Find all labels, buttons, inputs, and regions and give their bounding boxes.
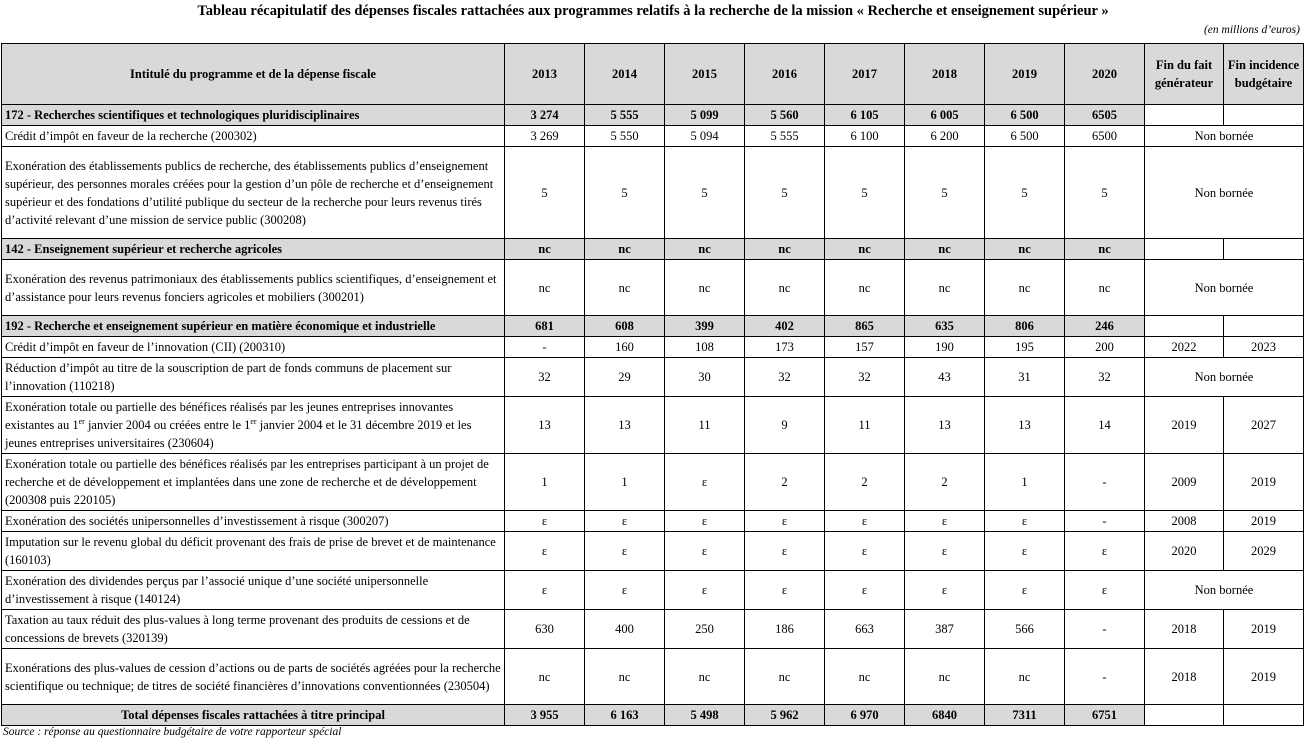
cell-2018: 2	[905, 454, 985, 511]
cell-2020: -	[1065, 454, 1145, 511]
cell-2013: ε	[505, 571, 585, 610]
cell-fin-merged: Non bornée	[1145, 126, 1304, 147]
cell-2020: nc	[1065, 260, 1145, 316]
cell-fin-merged: Non bornée	[1145, 571, 1304, 610]
cell-2013: 3 955	[505, 705, 585, 726]
cell-2018: 387	[905, 610, 985, 649]
row-label: Exonération des dividendes perçus par l’associé unique d’une société unipersonnelle d’investissement à risque (140124)	[2, 571, 505, 610]
cell-2013: nc	[505, 649, 585, 705]
cell-2013: 5	[505, 147, 585, 239]
row-label: Imputation sur le revenu global du déficit provenant des frais de prise de brevet et de maintenance (160103)	[2, 532, 505, 571]
cell-2017: ε	[825, 511, 905, 532]
cell-2016: 9	[745, 397, 825, 454]
cell-2013: nc	[505, 239, 585, 260]
cell-2016: 5 560	[745, 105, 825, 126]
cell-2016: 186	[745, 610, 825, 649]
cell-fin-fait: 2022	[1145, 337, 1224, 358]
cell-2014: 13	[585, 397, 665, 454]
cell-2017: nc	[825, 649, 905, 705]
cell-2016: ε	[745, 571, 825, 610]
table-row	[2, 511, 1304, 532]
cell-fin-fait	[1145, 239, 1224, 260]
unit-note: (en millions d’euros)	[1203, 24, 1300, 36]
cell-2015: 5 094	[665, 126, 745, 147]
cell-2015: ε	[665, 571, 745, 610]
cell-2015: 5	[665, 147, 745, 239]
cell-2018: nc	[905, 260, 985, 316]
cell-2016: ε	[745, 532, 825, 571]
cell-2020: 200	[1065, 337, 1145, 358]
cell-fin-incidence: 2019	[1224, 610, 1304, 649]
row-label: Taxation au taux réduit des plus-values à long terme provenant des produits de cessions et de concessions de brevets (320139)	[2, 610, 505, 649]
row-label: Crédit d’impôt en faveur de l’innovation (CII) (200310)	[2, 337, 505, 358]
cell-2016: ε	[745, 511, 825, 532]
header-year-2020: 2020	[1065, 44, 1145, 105]
row-label: Exonérations des plus-values de cession d’actions ou de parts de sociétés agréées pour la recherche scientifique ou technique; de titres de société financières d’innovations conventionnées (230504)	[2, 649, 505, 705]
superscript-er: er	[78, 416, 85, 426]
cell-2013: ε	[505, 532, 585, 571]
cell-fin-fait	[1145, 105, 1224, 126]
cell-2019: 195	[985, 337, 1065, 358]
header-fin-incidence: Fin incidence budgétaire	[1224, 44, 1304, 105]
cell-2015: 30	[665, 358, 745, 397]
cell-fin-fait: 2009	[1145, 454, 1224, 511]
row-label: Exonération totale ou partielle des bénéfices réalisés par les entreprises participant à un projet de recherche et de développement et implantées dans une zone de recherche et de développement (200308 puis 220105)	[2, 454, 505, 511]
cell-2020: 6500	[1065, 126, 1145, 147]
cell-2016: 402	[745, 316, 825, 337]
row-label: Exonération des revenus patrimoniaux des établissements publics scientifiques, d’enseignement et d’assistance pour leurs revenus fonciers agricoles et mobiliers (300201)	[2, 260, 505, 316]
cell-2020: 32	[1065, 358, 1145, 397]
cell-2016: 173	[745, 337, 825, 358]
cell-fin-fait: 2020	[1145, 532, 1224, 571]
cell-2017: 6 105	[825, 105, 905, 126]
header-year-2019: 2019	[985, 44, 1065, 105]
cell-2019: 31	[985, 358, 1065, 397]
cell-2018: ε	[905, 571, 985, 610]
cell-2014: 5 555	[585, 105, 665, 126]
row-label: Exonération des établissements publics de recherche, des établissements publics d’enseignement supérieur, des personnes morales créées pour la gestion d’un pôle de recherche et d’enseignement supérieur et des fondations d’utilité publique du secteur de la recherche pour leurs revenus tirés d’activité relevant d’une mission de service public (300208)	[2, 147, 505, 239]
table-row	[2, 454, 1304, 511]
header-fin-fait: Fin du fait générateur	[1145, 44, 1224, 105]
cell-fin-fait: 2008	[1145, 511, 1224, 532]
cell-2018: 13	[905, 397, 985, 454]
table-row	[2, 397, 1304, 454]
cell-2018: 190	[905, 337, 985, 358]
header-year-2015: 2015	[665, 44, 745, 105]
cell-2013: 681	[505, 316, 585, 337]
cell-2013: 1	[505, 454, 585, 511]
row-label: Crédit d’impôt en faveur de la recherche (200302)	[2, 126, 505, 147]
cell-2013: 13	[505, 397, 585, 454]
cell-fin-incidence	[1224, 705, 1304, 726]
cell-2019: 1	[985, 454, 1065, 511]
cell-2014: 400	[585, 610, 665, 649]
cell-2015: 250	[665, 610, 745, 649]
cell-fin-fait	[1145, 316, 1224, 337]
cell-2020: 5	[1065, 147, 1145, 239]
total-label: Total dépenses fiscales rattachées à titre principal	[2, 705, 505, 726]
program-row-142	[2, 239, 1304, 260]
label-part-b: janvier 2004 ou créées entre le 1	[84, 418, 251, 432]
page-title: Tableau récapitulatif des dépenses fiscales rattachées aux programmes relatifs à la recherche de la mission « Recherche et enseignement supérieur »	[197, 3, 1109, 19]
cell-2019: 806	[985, 316, 1065, 337]
table-row	[2, 358, 1304, 397]
cell-2019: nc	[985, 649, 1065, 705]
cell-2018: ε	[905, 532, 985, 571]
cell-fin-merged: Non bornée	[1145, 147, 1304, 239]
row-label: Exonération des sociétés unipersonnelles d’investissement à risque (300207)	[2, 511, 505, 532]
cell-fin-incidence: 2019	[1224, 454, 1304, 511]
cell-2014: nc	[585, 260, 665, 316]
cell-2017: 6 100	[825, 126, 905, 147]
cell-2014: nc	[585, 239, 665, 260]
cell-2019: ε	[985, 571, 1065, 610]
cell-2016: nc	[745, 260, 825, 316]
cell-2015: 5 498	[665, 705, 745, 726]
cell-2015: 399	[665, 316, 745, 337]
cell-fin-incidence: 2019	[1224, 511, 1304, 532]
cell-2013: 32	[505, 358, 585, 397]
cell-2015: 11	[665, 397, 745, 454]
cell-fin-merged: Non bornée	[1145, 358, 1304, 397]
cell-2016: 5	[745, 147, 825, 239]
cell-2017: nc	[825, 260, 905, 316]
header-year-2014: 2014	[585, 44, 665, 105]
cell-2017: ε	[825, 532, 905, 571]
cell-2013: ε	[505, 511, 585, 532]
cell-2014: 608	[585, 316, 665, 337]
cell-2019: 6 500	[985, 126, 1065, 147]
cell-2015: ε	[665, 532, 745, 571]
table-row	[2, 260, 1304, 316]
cell-fin-incidence: 2029	[1224, 532, 1304, 571]
cell-2015: nc	[665, 260, 745, 316]
cell-2020: 6505	[1065, 105, 1145, 126]
cell-2019: 566	[985, 610, 1065, 649]
cell-fin-merged: Non bornée	[1145, 260, 1304, 316]
cell-2019: 5	[985, 147, 1065, 239]
program-row-172	[2, 105, 1304, 126]
cell-fin-incidence	[1224, 239, 1304, 260]
row-label: Réduction d’impôt au titre de la souscription de part de fonds communs de placement sur l’innovation (110218)	[2, 358, 505, 397]
cell-2014: 6 163	[585, 705, 665, 726]
cell-2018: nc	[905, 649, 985, 705]
table-row	[2, 126, 1304, 147]
cell-2014: 5	[585, 147, 665, 239]
cell-2015: 108	[665, 337, 745, 358]
row-label: 142 - Enseignement supérieur et recherche agricoles	[2, 239, 505, 260]
cell-2019: 6 500	[985, 105, 1065, 126]
cell-2019: nc	[985, 260, 1065, 316]
cell-2018: ε	[905, 511, 985, 532]
cell-2020: nc	[1065, 239, 1145, 260]
cell-2018: 6 200	[905, 126, 985, 147]
header-year-2017: 2017	[825, 44, 905, 105]
cell-2020: 246	[1065, 316, 1145, 337]
cell-2013: nc	[505, 260, 585, 316]
cell-2017: 6 970	[825, 705, 905, 726]
tax-expenditure-table	[1, 43, 1304, 726]
cell-2020: ε	[1065, 532, 1145, 571]
cell-2014: 1	[585, 454, 665, 511]
cell-2016: 2	[745, 454, 825, 511]
cell-2014: ε	[585, 511, 665, 532]
cell-2017: 157	[825, 337, 905, 358]
cell-2017: nc	[825, 239, 905, 260]
cell-2016: nc	[745, 239, 825, 260]
cell-2013: 3 269	[505, 126, 585, 147]
cell-fin-incidence: 2023	[1224, 337, 1304, 358]
cell-2016: 5 555	[745, 126, 825, 147]
cell-2020: ε	[1065, 571, 1145, 610]
cell-2017: 5	[825, 147, 905, 239]
cell-2014: 5 550	[585, 126, 665, 147]
header-year-2013: 2013	[505, 44, 585, 105]
cell-2020: -	[1065, 511, 1145, 532]
cell-2020: -	[1065, 649, 1145, 705]
cell-2013: -	[505, 337, 585, 358]
cell-2015: nc	[665, 649, 745, 705]
table-row	[2, 610, 1304, 649]
cell-2019: 13	[985, 397, 1065, 454]
table-row	[2, 649, 1304, 705]
cell-2017: 865	[825, 316, 905, 337]
cell-2019: nc	[985, 239, 1065, 260]
row-label: 192 - Recherche et enseignement supérieur en matière économique et industrielle	[2, 316, 505, 337]
cell-2019: 7311	[985, 705, 1065, 726]
cell-2017: ε	[825, 571, 905, 610]
cell-2018: 5	[905, 147, 985, 239]
cell-2020: 6751	[1065, 705, 1145, 726]
source-note: Source : réponse au questionnaire budgétaire de votre rapporteur spécial	[3, 726, 342, 738]
cell-2018: 43	[905, 358, 985, 397]
cell-2014: nc	[585, 649, 665, 705]
cell-fin-incidence: 2027	[1224, 397, 1304, 454]
cell-fin-incidence: 2019	[1224, 649, 1304, 705]
cell-fin-incidence	[1224, 316, 1304, 337]
cell-2015: ε	[665, 511, 745, 532]
table-row	[2, 532, 1304, 571]
cell-2015: nc	[665, 239, 745, 260]
cell-2018: 6 005	[905, 105, 985, 126]
cell-2018: 635	[905, 316, 985, 337]
row-label: 172 - Recherches scientifiques et technologiques pluridisciplinaires	[2, 105, 505, 126]
cell-2020: 14	[1065, 397, 1145, 454]
header-row	[2, 44, 1304, 105]
label-part-c: janvier 2004 et le 31 décembre 2019 et les jeunes entreprises universitaires (230604)	[5, 418, 472, 450]
label-part-a: Exonération totale ou partielle des bénéfices réalisés par les jeunes entreprises innovantes existantes au 1	[5, 400, 454, 432]
cell-2020: -	[1065, 610, 1145, 649]
cell-2017: 32	[825, 358, 905, 397]
cell-2019: ε	[985, 532, 1065, 571]
superscript-er: er	[250, 416, 257, 426]
table-row	[2, 571, 1304, 610]
header-year-2016: 2016	[745, 44, 825, 105]
header-label: Intitulé du programme et de la dépense fiscale	[2, 44, 505, 105]
cell-2018: nc	[905, 239, 985, 260]
cell-2014: 29	[585, 358, 665, 397]
cell-fin-fait	[1145, 705, 1224, 726]
cell-2016: nc	[745, 649, 825, 705]
cell-2017: 2	[825, 454, 905, 511]
cell-2017: 663	[825, 610, 905, 649]
cell-2019: ε	[985, 511, 1065, 532]
cell-fin-fait: 2018	[1145, 649, 1224, 705]
cell-2014: 160	[585, 337, 665, 358]
cell-2015: 5 099	[665, 105, 745, 126]
table-row	[2, 337, 1304, 358]
cell-2016: 5 962	[745, 705, 825, 726]
cell-2016: 32	[745, 358, 825, 397]
cell-2015: ε	[665, 454, 745, 511]
cell-2013: 3 274	[505, 105, 585, 126]
cell-fin-fait: 2019	[1145, 397, 1224, 454]
table-row	[2, 147, 1304, 239]
row-label	[2, 397, 505, 454]
cell-2014: ε	[585, 532, 665, 571]
total-row	[2, 705, 1304, 726]
header-year-2018: 2018	[905, 44, 985, 105]
cell-2017: 11	[825, 397, 905, 454]
cell-fin-incidence	[1224, 105, 1304, 126]
program-row-192	[2, 316, 1304, 337]
cell-2014: ε	[585, 571, 665, 610]
cell-fin-fait: 2018	[1145, 610, 1224, 649]
cell-2013: 630	[505, 610, 585, 649]
cell-2018: 6840	[905, 705, 985, 726]
